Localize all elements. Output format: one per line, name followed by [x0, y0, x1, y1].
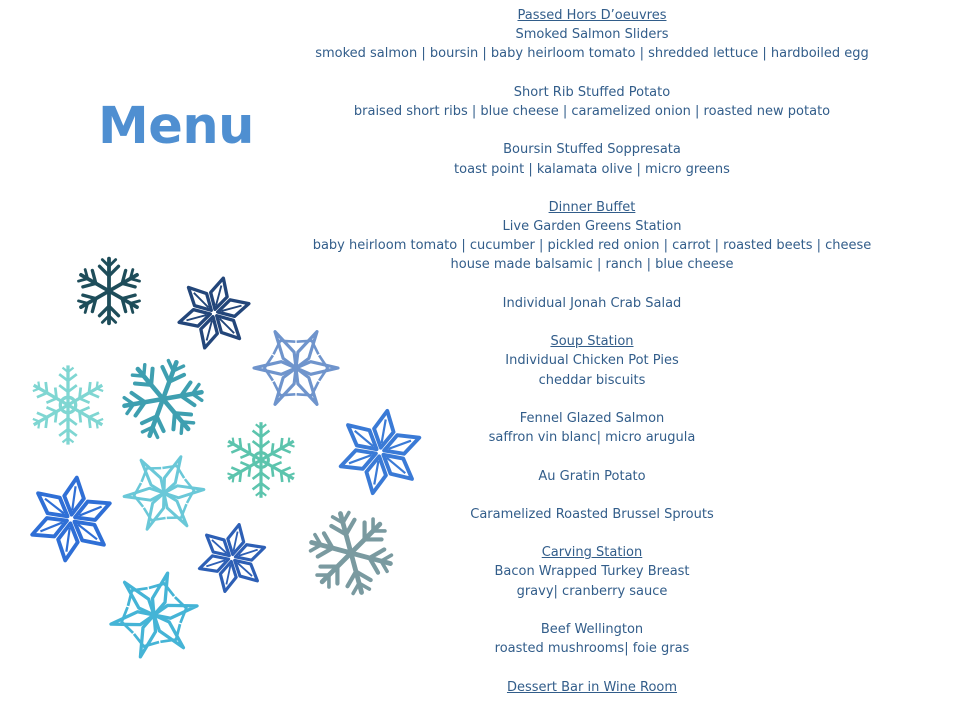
menu-item-detail: roasted mushrooms| foie gras: [494, 641, 690, 657]
menu-item-name: Beef Wellington: [540, 622, 644, 637]
snowflake-icon: [170, 269, 257, 357]
snowflake-icon: [110, 440, 217, 547]
menu-item-detail: baby heirloom tomato | cucumber | pickled red onion | carrot | roasted beets | cheese: [312, 238, 872, 254]
snowflake-icon: [24, 472, 117, 566]
menu-item-detail: cheddar biscuits: [538, 372, 646, 388]
menu-title: Menu: [98, 97, 254, 156]
menu-item-name: Boursin Stuffed Soppresata: [503, 142, 681, 158]
menu-item-detail: braised short ribs | blue cheese | caramelized onion | roasted new potato: [353, 103, 831, 119]
section-heading-passed-hors-doeuvres: Passed Hors D’oeuvres: [517, 8, 667, 23]
spacer: [292, 179, 892, 198]
snowflake-icon: [76, 259, 141, 324]
menu-item-detail: smoked salmon | boursin | baby heirloom tomato | shredded lettuce | hardboiled egg: [315, 46, 869, 62]
menu-item-name: Au Gratin Potato: [538, 468, 646, 484]
section-heading-dessert-bar: Dessert Bar in Wine Room: [506, 679, 678, 695]
menu-item-name: Individual Chicken Pot Pies: [505, 353, 679, 369]
menu-item-name: Bacon Wrapped Turkey Breast: [494, 564, 690, 580]
menu-item-detail: toast point | kalamata olive | micro greens: [454, 161, 730, 177]
menu-item-detail: house made balsamic | ranch | blue cheese: [450, 257, 734, 273]
snowflake-icon: [238, 310, 354, 425]
spacer: [292, 64, 892, 83]
section-heading-carving-station: Carving Station: [541, 545, 643, 561]
snowflake-cluster: [0, 240, 440, 680]
snowflake-icon: [301, 503, 402, 603]
menu-item-name: Smoked Salmon Sliders: [515, 27, 669, 43]
snowflake-icon: [29, 365, 106, 444]
snowflake-icon: [332, 404, 428, 501]
snowflake-icon: [224, 422, 298, 498]
menu-item-name: Fennel Glazed Salmon: [519, 410, 665, 426]
spacer: [292, 121, 892, 140]
menu-item-name: Individual Jonah Crab Salad: [502, 295, 682, 311]
menu-item-detail: saffron vin blanc| micro arugula: [488, 430, 696, 446]
snowflake-icon: [112, 349, 213, 450]
section-heading-soup-station: Soup Station: [550, 334, 634, 350]
section-heading-dinner-buffet: Dinner Buffet: [548, 199, 636, 215]
menu-item-name: Live Garden Greens Station: [502, 219, 682, 235]
menu-item-detail: gravy| cranberry sauce: [516, 583, 668, 599]
snowflake-icon: [98, 559, 210, 670]
menu-item-name: Caramelized Roasted Brussel Sprouts: [470, 506, 714, 522]
snowflake-icon: [192, 518, 272, 599]
menu-item-name: Short Rib Stuffed Potato: [513, 84, 671, 100]
